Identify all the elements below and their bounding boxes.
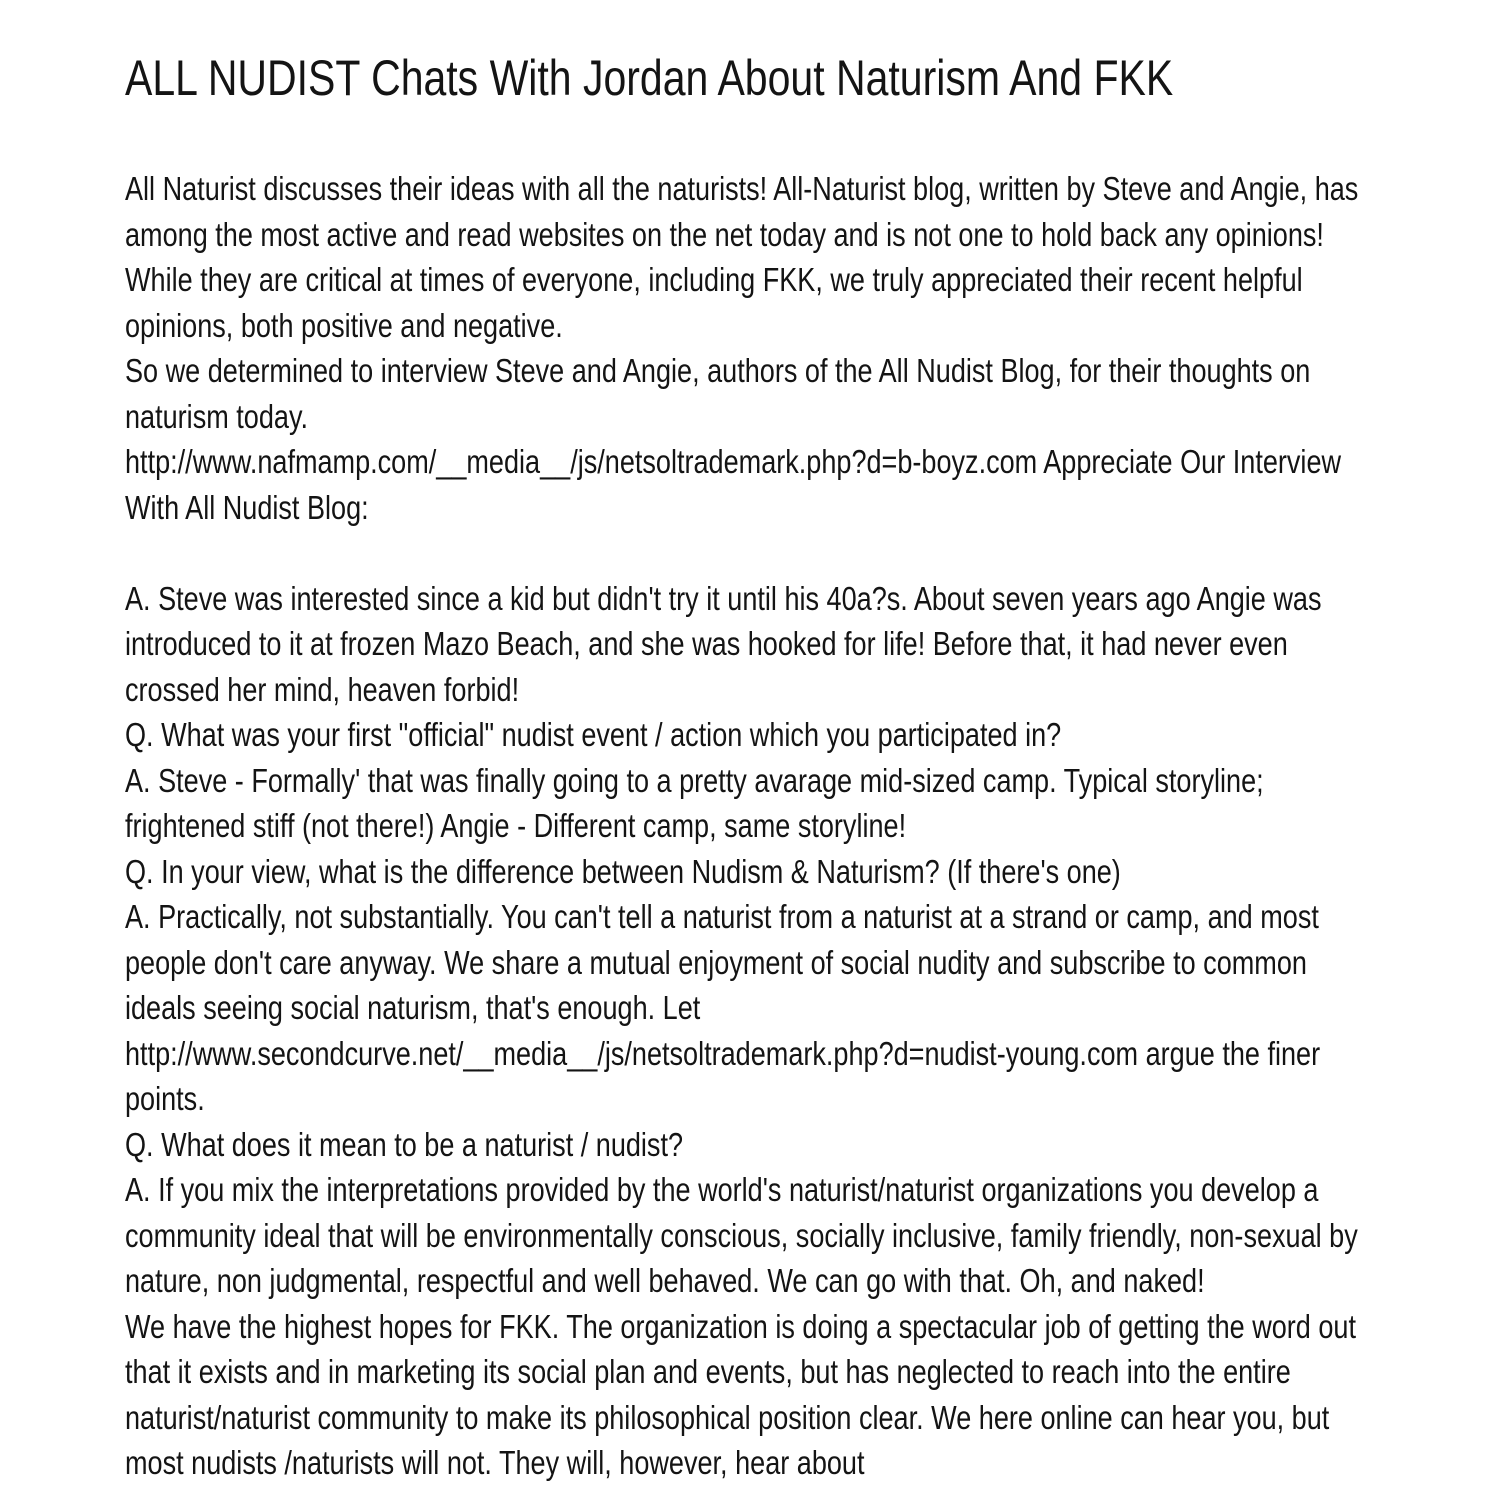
paragraph-question-meaning: Q. What does it mean to be a naturist / nudist? — [125, 1125, 684, 1163]
paragraph-answer-difference: A. Practically, not substantially. You can't tell a naturist from a naturist at a strand or camp, and most people don't care anyway. We share a mutual enjoyment of social nudity and subscribe to common ideals seeing social naturism, that's enough. Let http://www.secondcurve.net/__media__/js/netsoltrademark.php?d=nudist-young.com argue the finer points. — [125, 898, 1321, 1117]
paragraph-answer-meaning: A. If you mix the interpretations provided by the world's naturist/naturist organizations you develop a community ideal that will be environmentally conscious, socially inclusive, family friendly, non-sexual by nature, non judgmental, respectful and well behaved. We can go with that. Oh, and naked! — [125, 1171, 1358, 1299]
paragraph-question-difference: Q. In your view, what is the difference between Nudism & Naturism? (If there's one) — [125, 852, 1121, 890]
paragraph-fkk-hopes: We have the highest hopes for FKK. The organization is doing a spectacular job of getting the word out that it exists and in marketing its social plan and events, but has neglected to reach into the entire naturist/naturist community to make its philosophical position clear. We here online can hear you, but most nudists /naturists will not. They will, however, hear about — [125, 1307, 1356, 1481]
paragraph-answer-origin: A. Steve was interested since a kid but didn't try it until his 40a?s. About seven years ago Angie was introduced to it at frozen Mazo Beach, and she was hooked for life! Before that, it had never even crossed her mind, heaven forbid! — [125, 579, 1322, 708]
paragraph-question-first-event: Q. What was your first "official" nudist event / action which you participated in? — [125, 716, 1062, 753]
page-title: ALL NUDIST Chats With Jordan About Naturism And FKK — [125, 50, 1174, 106]
document-page — [125, 50, 1376, 1486]
paragraph-blank-line — [125, 530, 1376, 576]
paragraph-interview-intro: So we determined to interview Steve and Angie, authors of the All Nudist Blog, for their thoughts on naturism today. — [125, 352, 1311, 435]
paragraph-url-nafmamp: http://www.nafmamp.com/__media__/js/netsoltrademark.php?d=b-boyz.com Appreciate Our Interview With All Nudist Blog: — [125, 443, 1342, 526]
paragraph-intro: All Naturist discusses their ideas with all the naturists! All-Naturist blog, written by Steve and Angie, has among the most active and read websites on the net today and is not one to hold back any opinions! While they are critical at times of everyone, including FKK, we truly appreciated their recent helpful opinions, both positive and negative. — [125, 170, 1359, 344]
paragraph-answer-first-event: A. Steve - Formally' that was finally going to a pretty avarage mid-sized camp. Typical storyline; frightened stiff (not there!) Angie - Different camp, same storyline! — [125, 761, 1264, 844]
